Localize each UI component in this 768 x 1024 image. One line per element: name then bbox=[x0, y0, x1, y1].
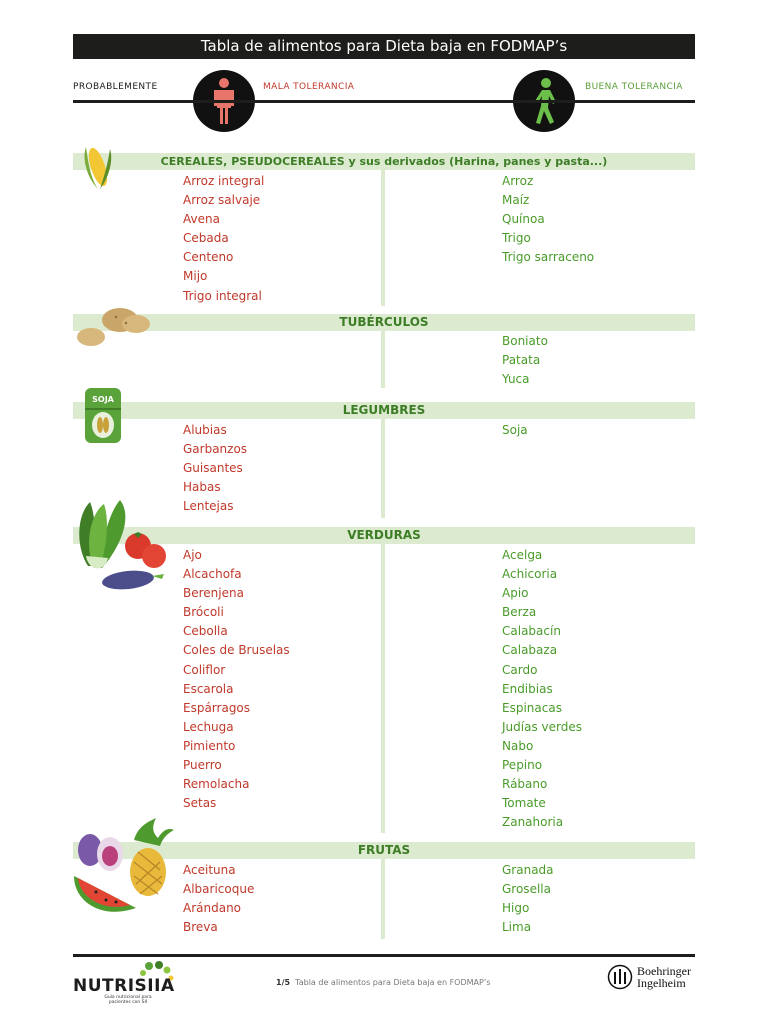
good-foods-list bbox=[502, 546, 582, 832]
bad-foods-list bbox=[183, 421, 247, 516]
vegetables-icon bbox=[74, 496, 170, 596]
section-title: TUBÉRCULOS bbox=[73, 314, 695, 331]
list-item: Garbanzos bbox=[183, 442, 248, 457]
list-item: Berza bbox=[502, 605, 537, 620]
list-item: Trigo bbox=[502, 231, 531, 246]
list-item: Ajo bbox=[183, 548, 202, 562]
list-item: Guisantes bbox=[183, 461, 243, 476]
fruits-icon bbox=[72, 816, 176, 920]
soy-can-label: SOJA bbox=[92, 395, 114, 404]
list-item: Aceituna bbox=[183, 863, 236, 877]
list-item: Coles de Bruselas bbox=[183, 643, 290, 658]
list-item: Puerro bbox=[183, 758, 222, 773]
list-item: Zanahoria bbox=[502, 815, 564, 830]
good-foods-list bbox=[502, 332, 548, 389]
list-item: Higo bbox=[502, 901, 530, 916]
company-line2: Ingelheim bbox=[637, 976, 686, 990]
list-item: Arándano bbox=[183, 901, 242, 916]
list-item: Centeno bbox=[183, 250, 234, 265]
list-item: Grosella bbox=[502, 882, 551, 897]
potato-icon bbox=[76, 306, 152, 348]
section-title: FRUTAS bbox=[73, 842, 695, 859]
list-item: Avena bbox=[183, 212, 220, 227]
list-item: Arroz integral bbox=[183, 174, 265, 188]
bad-foods-list bbox=[183, 172, 264, 306]
company-name bbox=[637, 965, 691, 989]
list-item: Breva bbox=[183, 920, 218, 935]
list-item: Trigo integral bbox=[183, 288, 262, 303]
list-item: Espárragos bbox=[183, 700, 251, 715]
list-item: Arroz salvaje bbox=[183, 193, 261, 208]
list-item: Nabo bbox=[502, 738, 534, 753]
list-item: Espinacas bbox=[502, 700, 562, 715]
list-item: Albaricoque bbox=[183, 882, 255, 897]
list-item: Escarola bbox=[183, 681, 234, 696]
list-item: Pimiento bbox=[183, 738, 236, 753]
list-item: Berenjena bbox=[183, 586, 244, 601]
list-item: Cebolla bbox=[183, 624, 228, 639]
list-item: Calabaza bbox=[502, 643, 558, 658]
section-cereales bbox=[73, 153, 695, 308]
list-item: Alubias bbox=[183, 423, 227, 437]
column-divider bbox=[381, 170, 385, 306]
boehringer-logo bbox=[607, 964, 697, 994]
column-divider bbox=[381, 331, 385, 388]
list-item: Setas bbox=[183, 796, 217, 811]
list-item: Soja bbox=[502, 423, 528, 437]
company-line1: Boehringer bbox=[637, 964, 691, 978]
list-item: Achicoria bbox=[502, 567, 558, 582]
list-item: Remolacha bbox=[183, 777, 250, 792]
list-item: Boniato bbox=[502, 334, 548, 348]
list-item: Apio bbox=[502, 586, 529, 601]
page-info bbox=[276, 978, 491, 987]
column-divider bbox=[381, 859, 385, 939]
list-item: Cebada bbox=[183, 231, 229, 246]
column-divider bbox=[381, 419, 385, 518]
brand-name: NUTRISIIA bbox=[73, 976, 175, 996]
section-title: VERDURAS bbox=[73, 527, 695, 544]
list-item: Yuca bbox=[502, 372, 530, 387]
list-item: Acelga bbox=[502, 548, 543, 562]
list-item: Arroz bbox=[502, 174, 534, 188]
section-title: LEGUMBRES bbox=[73, 402, 695, 419]
list-item: Maíz bbox=[502, 193, 530, 208]
legend-probablemente: PROBABLEMENTE bbox=[73, 82, 158, 92]
list-item: Quínoa bbox=[502, 212, 545, 227]
list-item: Granada bbox=[502, 863, 554, 877]
soy-can-icon bbox=[85, 388, 121, 443]
legend-buena-tolerancia: BUENA TOLERANCIA bbox=[585, 82, 683, 92]
list-item: Rábano bbox=[502, 777, 548, 792]
page-footer-title: Tabla de alimentos para Dieta baja en FODMAP’s bbox=[295, 978, 491, 987]
list-item: Mijo bbox=[183, 269, 208, 284]
good-foods-list bbox=[502, 861, 554, 937]
list-item: Lentejas bbox=[183, 499, 234, 514]
bad-foods-list bbox=[183, 861, 254, 937]
nutrisiia-logo bbox=[73, 962, 183, 1008]
boehringer-emblem-icon bbox=[607, 964, 633, 990]
section-title: CEREALES, PSEUDOCEREALES y sus derivados (Harina, panes y pasta...) bbox=[73, 153, 695, 170]
column-divider bbox=[381, 544, 385, 833]
page-number: 1/5 bbox=[276, 978, 291, 987]
tolerance-legend bbox=[73, 70, 695, 106]
list-item: Habas bbox=[183, 480, 221, 495]
list-item: Lechuga bbox=[183, 719, 234, 734]
legend-rule bbox=[73, 100, 695, 103]
good-foods-list bbox=[502, 172, 594, 267]
list-item: Coliflor bbox=[183, 662, 226, 677]
list-item: Tomate bbox=[502, 796, 546, 811]
list-item: Calabacín bbox=[502, 624, 561, 639]
list-item: Lima bbox=[502, 920, 532, 935]
list-item: Trigo sarraceno bbox=[502, 250, 595, 265]
list-item: Cardo bbox=[502, 662, 538, 677]
footer-rule bbox=[73, 954, 695, 957]
list-item: Alcachofa bbox=[183, 567, 242, 582]
corn-icon bbox=[80, 143, 116, 193]
legend-mala-tolerancia: MALA TOLERANCIA bbox=[263, 82, 355, 92]
list-item: Brócoli bbox=[183, 605, 224, 620]
list-item: Endibias bbox=[502, 681, 553, 696]
section-tuberculos bbox=[73, 314, 695, 390]
list-item: Judías verdes bbox=[502, 719, 582, 734]
bad-foods-list bbox=[183, 546, 290, 813]
brand-subtitle: Guía nutricional para pacientes con SII bbox=[104, 995, 152, 1005]
list-item: Patata bbox=[502, 353, 541, 368]
list-item: Pepino bbox=[502, 758, 543, 773]
page-title: Tabla de alimentos para Dieta baja en FODMAP’s bbox=[73, 34, 695, 59]
good-foods-list bbox=[502, 421, 528, 440]
